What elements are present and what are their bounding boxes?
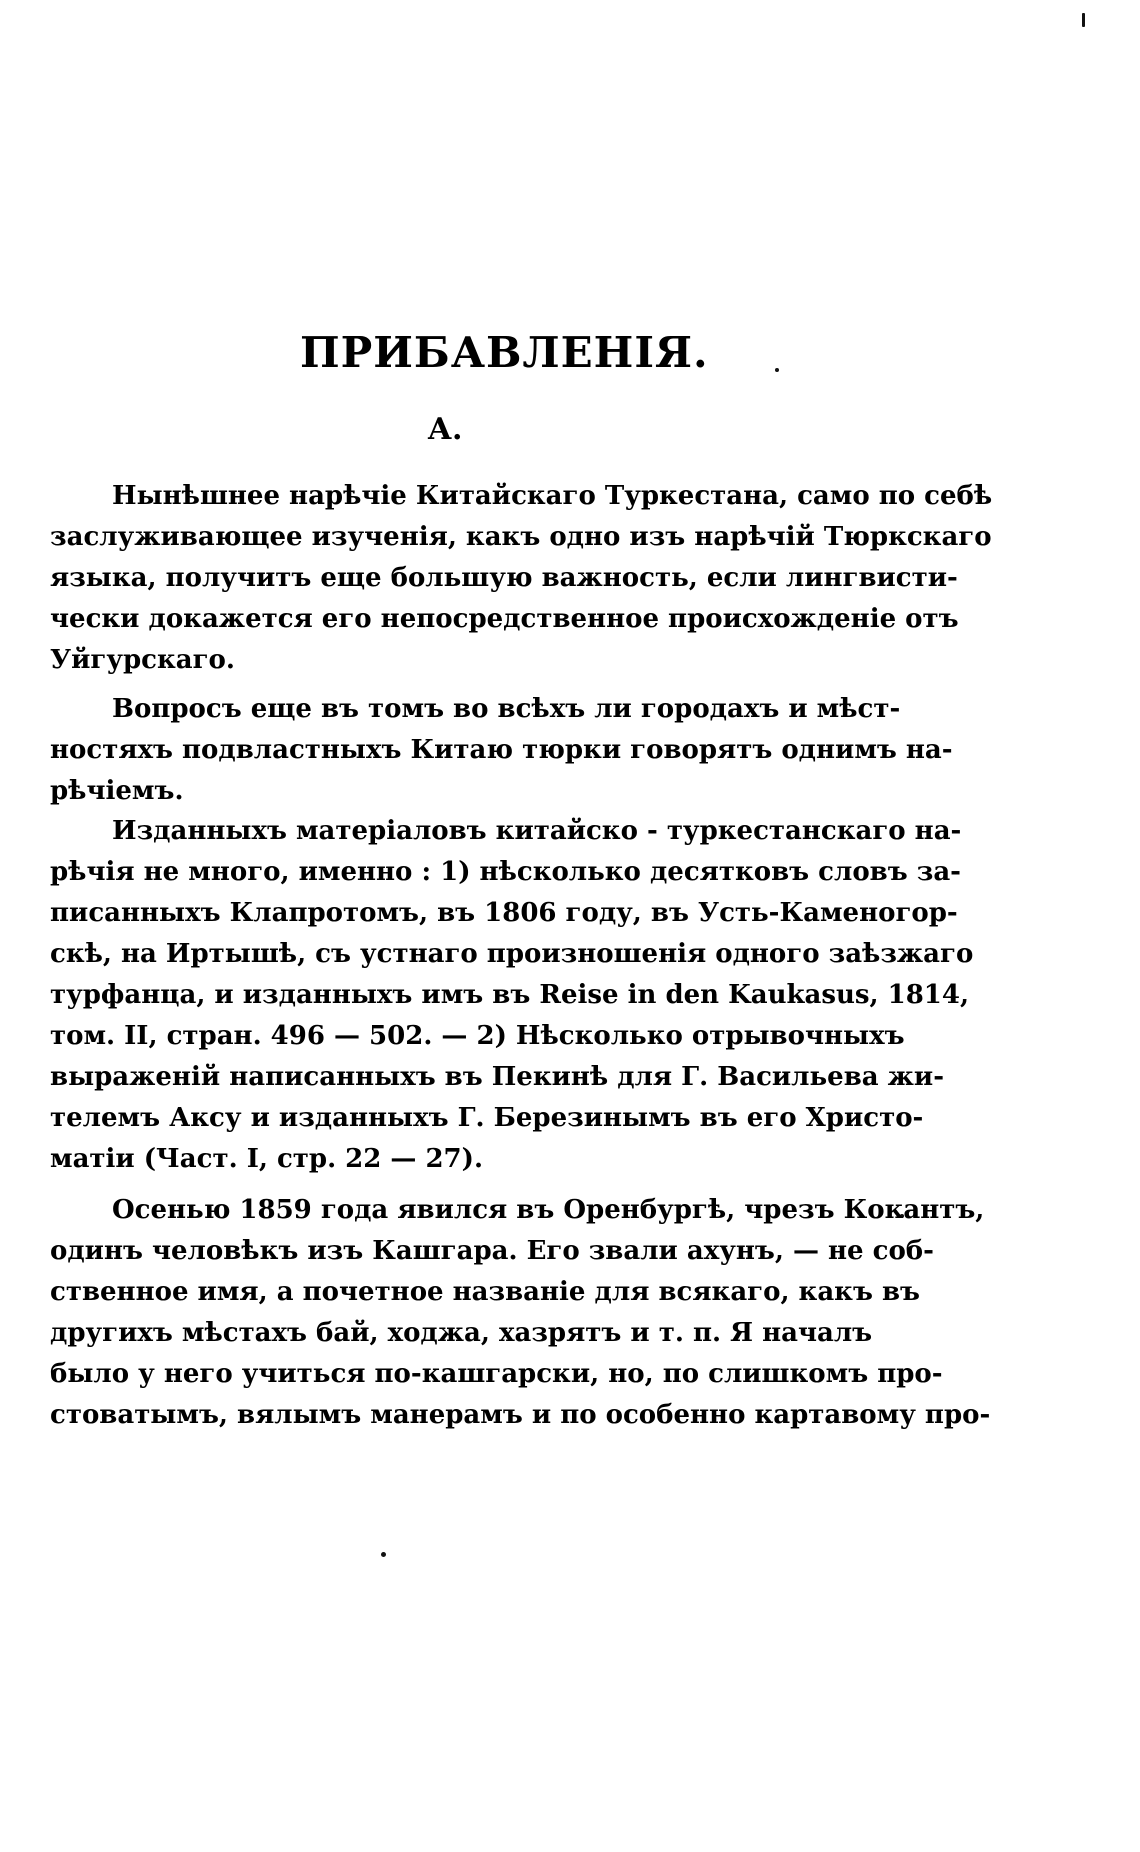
text-line: чески докажется его непосредственное происхожденіе отъ xyxy=(50,604,959,634)
text-line: турфанца, и изданныхъ имъ въ Reise in den Kaukasus, 1814, xyxy=(50,980,970,1010)
text-line: телемъ Аксу и изданныхъ Г. Березинымъ въ его Христо- xyxy=(50,1103,924,1133)
text-line: скѣ, на Иртышѣ, съ устнаго произношенія одного заѣзжаго xyxy=(50,939,974,969)
text-line: одинъ человѣкъ изъ Кашгара. Его звали ахунъ, — не соб- xyxy=(50,1236,934,1266)
scan-mark xyxy=(1082,13,1085,27)
scan-speck xyxy=(775,368,779,372)
text-line: рѣчіемъ. xyxy=(50,776,184,806)
text-line: было у него учиться по-кашгарски, но, по слишкомъ про- xyxy=(50,1359,943,1389)
text-line: другихъ мѣстахъ бай, ходжа, хазрятъ и т. п. Я началъ xyxy=(50,1318,873,1348)
text-line: ственное имя, а почетное названіе для всякаго, какъ въ xyxy=(50,1277,920,1307)
text-line: том. II, стран. 496 — 502. — 2) Нѣсколько отрывочныхъ xyxy=(50,1021,905,1051)
text-line: писанныхъ Клапротомъ, въ 1806 году, въ Усть-Каменогор- xyxy=(50,898,958,928)
text-line: Нынѣшнее нарѣчіе Китайскаго Туркестана, само по себѣ xyxy=(112,481,993,511)
text-line: языка, получитъ еще большую важность, если лингвисти- xyxy=(50,563,958,593)
text-line: рѣчія не много, именно : 1) нѣсколько десятковъ словъ за- xyxy=(50,857,961,887)
scan-speck xyxy=(381,1552,386,1557)
text-line: Изданныхъ матеріаловъ китайско - туркестанскаго на- xyxy=(112,816,962,846)
paragraph-4 xyxy=(50,1190,991,1436)
paragraph-2 xyxy=(50,689,953,812)
text-line: стоватымъ, вялымъ манерамъ и по особенно картавому про- xyxy=(50,1400,991,1430)
text-line: матіи (Част. I, стр. 22 — 27). xyxy=(50,1144,483,1174)
text-line: ностяхъ подвластныхъ Китаю тюрки говорятъ однимъ на- xyxy=(50,735,953,765)
text-line: заслуживающее изученія, какъ одно изъ нарѣчій Тюркскаго xyxy=(50,522,992,552)
text-line: Вопросъ еще въ томъ во всѣхъ ли городахъ и мѣст- xyxy=(112,694,901,724)
paragraph-3 xyxy=(50,811,974,1180)
text-line: Уйгурскаго. xyxy=(50,645,235,675)
section-letter: А. xyxy=(427,412,463,447)
text-line: выраженій написанныхъ въ Пекинѣ для Г. Васильева жи- xyxy=(50,1062,944,1092)
paragraph-1 xyxy=(50,476,993,681)
page-title: ПРИБАВЛЕНІЯ. xyxy=(300,328,709,377)
text-line: Осенью 1859 года явился въ Оренбургѣ, чрезъ Кокантъ, xyxy=(112,1195,985,1225)
